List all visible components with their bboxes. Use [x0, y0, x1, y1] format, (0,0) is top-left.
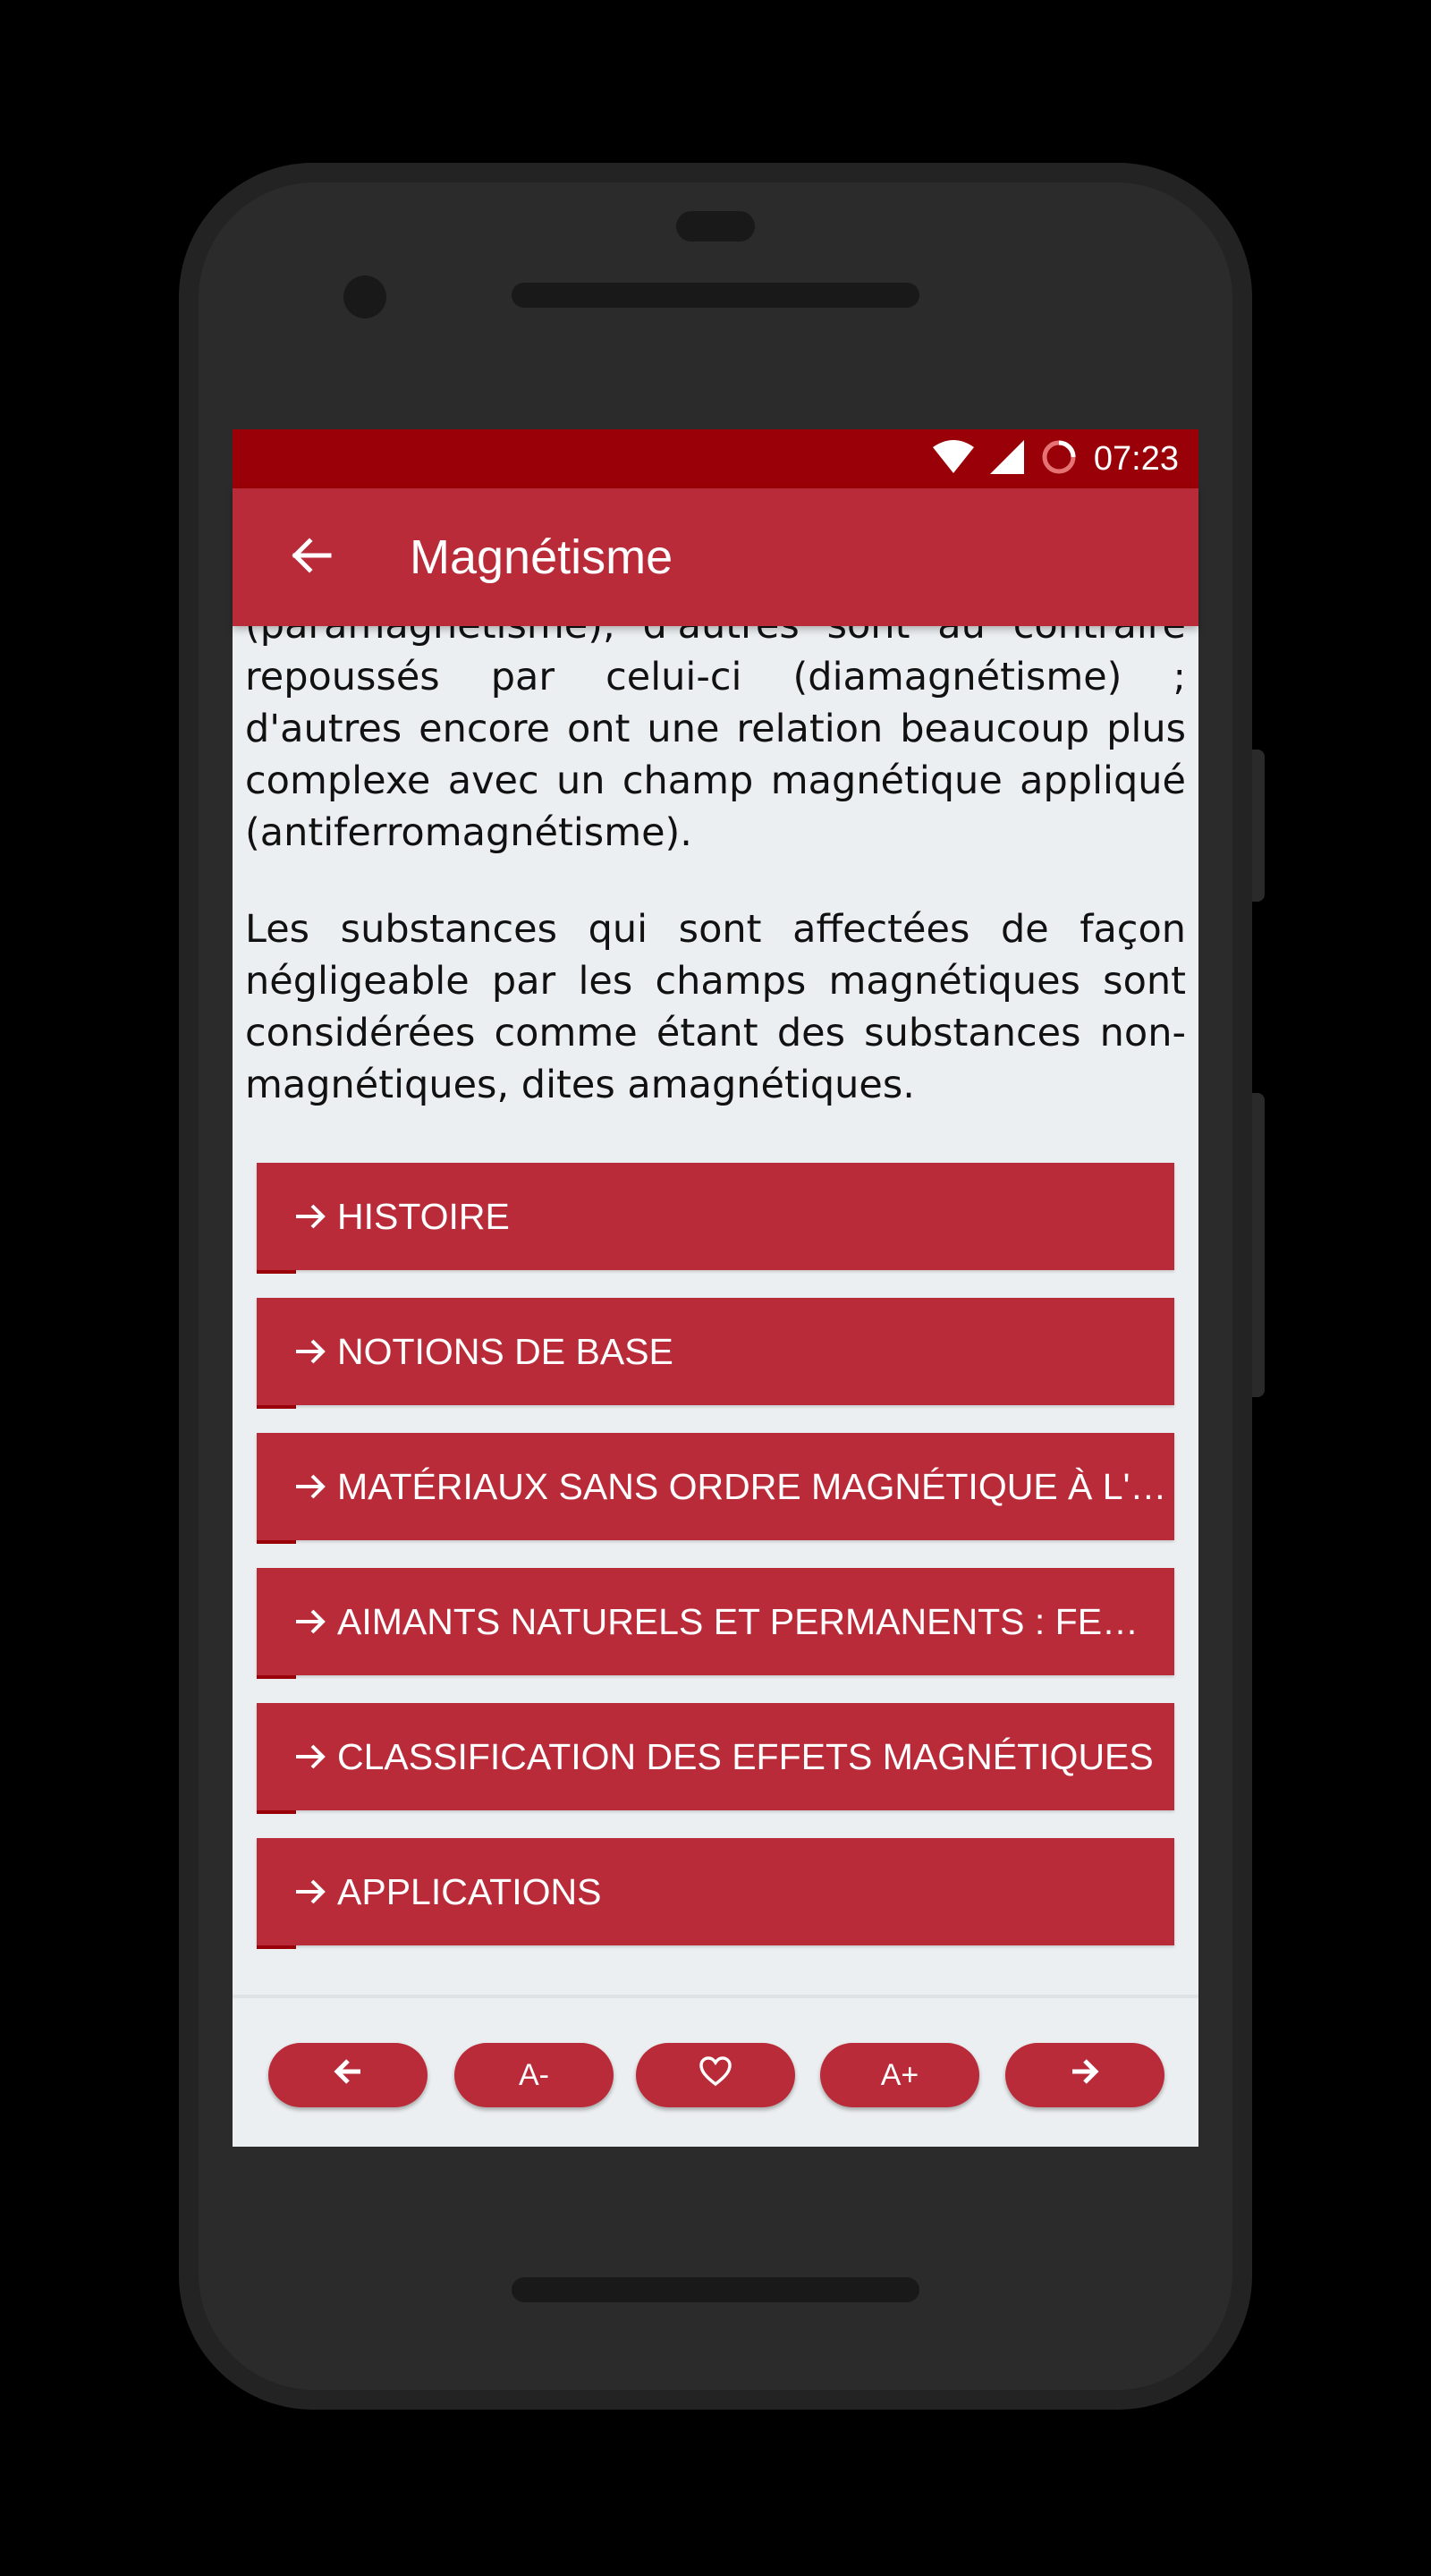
back-button[interactable] — [281, 527, 342, 588]
arrow-right-icon — [292, 1871, 334, 1912]
bottom-toolbar — [233, 1995, 1198, 2147]
cell-signal-icon — [990, 440, 1024, 479]
arrow-right-icon — [292, 1196, 334, 1237]
section-button-histoire[interactable] — [257, 1163, 1174, 1270]
arrow-left-icon — [290, 534, 333, 581]
font-increase-button[interactable]: A+ — [820, 2043, 979, 2107]
section-button-classification[interactable] — [257, 1703, 1174, 1810]
section-label: HISTOIRE — [337, 1195, 510, 1237]
status-time: 07:23 — [1093, 439, 1179, 478]
earpiece — [676, 211, 755, 242]
section-label: AIMANTS NATURELS ET PERMANENTS : FE… — [337, 1600, 1139, 1642]
article-paragraph: repoussés par celui-ci (diamagnétisme) ; d'autres encore ont une relation beaucoup plus complexe avec un champ magnétique appliqué (antiferromagnétisme). — [245, 655, 1186, 855]
heart-outline-icon — [699, 2056, 732, 2095]
article-paragraph: Les substances qui sont affectées de façon négligeable par les champs magnétiques sont considérées comme étant des substances non-magnétiques, dites amagnétiques. — [245, 907, 1186, 1107]
status-bar — [233, 429, 1198, 488]
arrow-right-icon — [292, 1736, 334, 1777]
power-button — [1252, 750, 1265, 902]
button-underline — [257, 1675, 296, 1679]
arrow-right-icon — [292, 1601, 334, 1642]
section-button-aimants[interactable] — [257, 1568, 1174, 1675]
bottom-speaker — [512, 2277, 919, 2302]
arrow-right-icon — [292, 1466, 334, 1507]
app-bar — [233, 488, 1198, 626]
arrow-left-icon — [332, 2055, 364, 2096]
section-label: APPLICATIONS — [337, 1870, 602, 1912]
volume-button — [1252, 1093, 1265, 1397]
screen — [233, 429, 1198, 2147]
section-button-applications[interactable] — [257, 1838, 1174, 1945]
button-underline — [257, 1405, 296, 1409]
status-icons — [933, 429, 1179, 488]
wifi-icon — [933, 440, 974, 479]
button-underline — [257, 1540, 296, 1544]
content-scroll-area[interactable] — [233, 626, 1198, 1995]
button-underline — [257, 1270, 296, 1274]
section-list — [257, 1163, 1174, 1973]
button-underline — [257, 1945, 296, 1949]
sync-icon — [1040, 438, 1078, 480]
previous-button[interactable] — [268, 2043, 428, 2107]
section-button-notions-de-base[interactable] — [257, 1298, 1174, 1405]
section-button-materiaux[interactable] — [257, 1433, 1174, 1540]
section-label: MATÉRIAUX SANS ORDRE MAGNÉTIQUE À L'… — [337, 1465, 1167, 1507]
section-label: CLASSIFICATION DES EFFETS MAGNÉTIQUES — [337, 1735, 1154, 1777]
top-speaker — [512, 283, 919, 308]
arrow-right-icon — [292, 1331, 334, 1372]
article-text — [245, 599, 1186, 1156]
arrow-right-icon — [1069, 2055, 1101, 2096]
button-underline — [257, 1810, 296, 1814]
front-camera — [343, 275, 386, 318]
next-button[interactable] — [1005, 2043, 1164, 2107]
favorite-button[interactable] — [636, 2043, 795, 2107]
section-label: NOTIONS DE BASE — [337, 1330, 673, 1372]
font-decrease-button[interactable]: A- — [454, 2043, 614, 2107]
page-title: Magnétisme — [410, 530, 673, 584]
